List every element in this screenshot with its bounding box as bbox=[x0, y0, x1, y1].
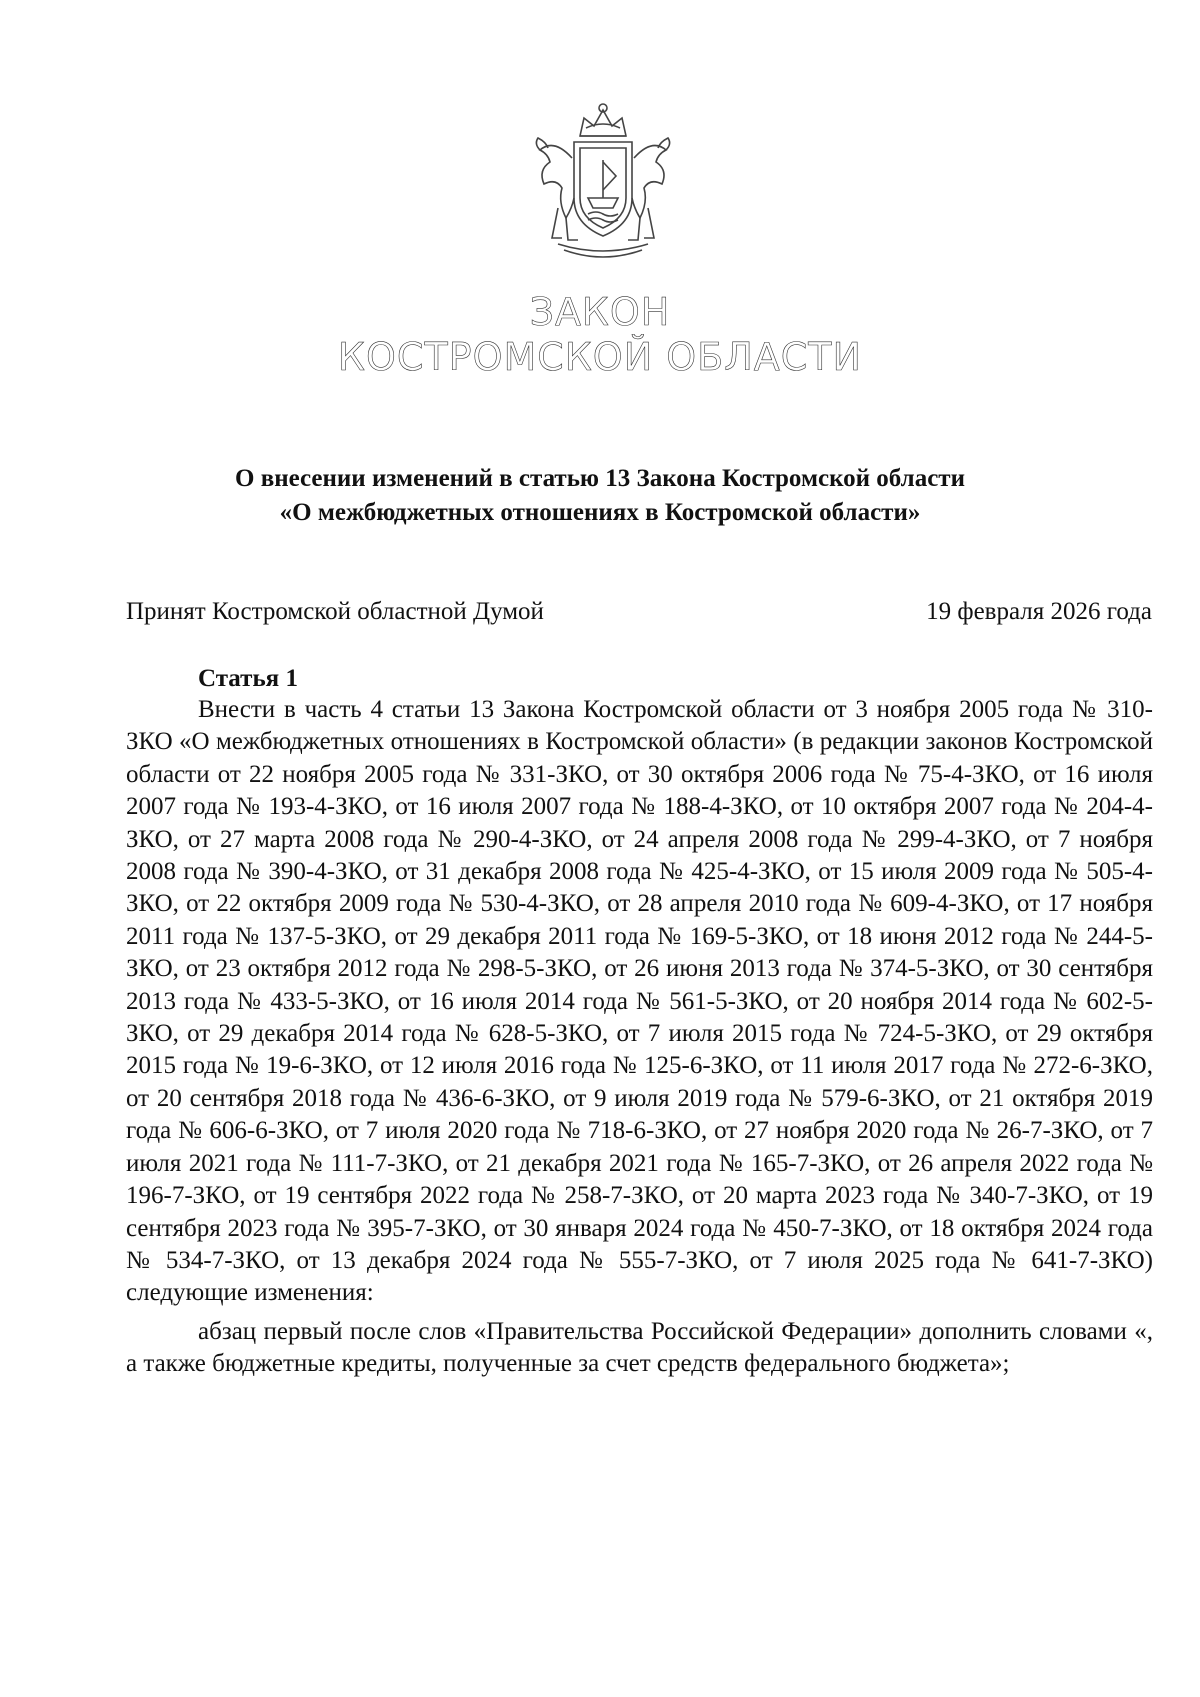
law-subject bbox=[0, 462, 1200, 530]
article-paragraph-1: Внести в часть 4 статьи 13 Закона Костромской области от 3 ноября 2005 года № 310-ЗКО «О межбюджетных отношениях в Костромской области» (в редакции законов Костромской области от 22 ноября 2005 года № 331-ЗКО, от 30 октября 2006 года № 75-4-ЗКО, от 16 июля 2007 года № 193-4-ЗКО, от 16 июля 2007 года № 188-4-ЗКО, от 10 октября 2007 года № 204-4-ЗКО, от 27 марта 2008 года № 290-4-ЗКО, от 24 апреля 2008 года № 299-4-ЗКО, от 7 ноября 2008 года № 390-4-ЗКО, от 31 декабря 2008 года № 425-4-ЗКО, от 15 июля 2009 года № 505-4-ЗКО, от 22 октября 2009 года № 530-4-ЗКО, от 28 апреля 2010 года № 609-4-ЗКО, от 17 ноября 2011 года № 137-5-ЗКО, от 29 декабря 2011 года № 169-5-ЗКО, от 18 июня 2012 года № 244-5-ЗКО, от 23 октября 2012 года № 298-5-ЗКО, от 26 июня 2013 года № 374-5-ЗКО, от 30 сентября 2013 года № 433-5-ЗКО, от 16 июля 2014 года № 561-5-ЗКО, от 20 ноября 2014 года № 602-5-ЗКО, от 29 декабря 2014 года № 628-5-ЗКО, от 7 июля 2015 года № 724-5-ЗКО, от 29 октября 2015 года № 19-6-ЗКО, от 12 июля 2016 года № 125-6-ЗКО, от 11 июля 2017 года № 272-6-ЗКО, от 20 сентября 2018 года № 436-6-ЗКО, от 9 июля 2019 года № 579-6-ЗКО, от 21 октября 2019 года № 606-6-ЗКО, от 7 июля 2020 года № 718-6-ЗКО, от 27 ноября 2020 года № 26-7-ЗКО, от 7 июля 2021 года № 111-7-ЗКО, от 21 декабря 2021 года № 165-7-ЗКО, от 26 апреля 2022 года № 196-7-ЗКО, от 19 сентября 2022 года № 258-7-ЗКО, от 20 марта 2023 года № 340-7-ЗКО, от 19 сентября 2023 года № 395-7-ЗКО, от 30 января 2024 года № 450-7-ЗКО, от 18 октября 2024 года № 534-7-ЗКО, от 13 декабря 2024 года № 555-7-ЗКО, от 7 июля 2025 года № 641-7-ЗКО) следующие изменения: bbox=[126, 696, 1153, 1307]
coat-of-arms-emblem bbox=[518, 98, 688, 266]
article-paragraph-2: абзац первый после слов «Правительства Российской Федерации» дополнить словами «, а также бюджетные кредиты, полученные за счет средств федерального бюджета»; bbox=[126, 1317, 1153, 1378]
adoption-date: 19 февраля 2026 года bbox=[926, 598, 1152, 625]
region-title: КОСТРОМСКОЙ ОБЛАСТИ bbox=[338, 335, 862, 379]
article-heading: Статья 1 bbox=[198, 665, 298, 692]
adopted-by: Принят Костромской областной Думой bbox=[126, 598, 544, 625]
subject-line-2: «О межбюджетных отношениях в Костромской области» bbox=[279, 499, 921, 526]
law-title: ЗАКОН bbox=[529, 290, 671, 334]
subject-line-1: О внесении изменений в статью 13 Закона Костромской области bbox=[235, 465, 965, 492]
article-body bbox=[126, 694, 1153, 1381]
